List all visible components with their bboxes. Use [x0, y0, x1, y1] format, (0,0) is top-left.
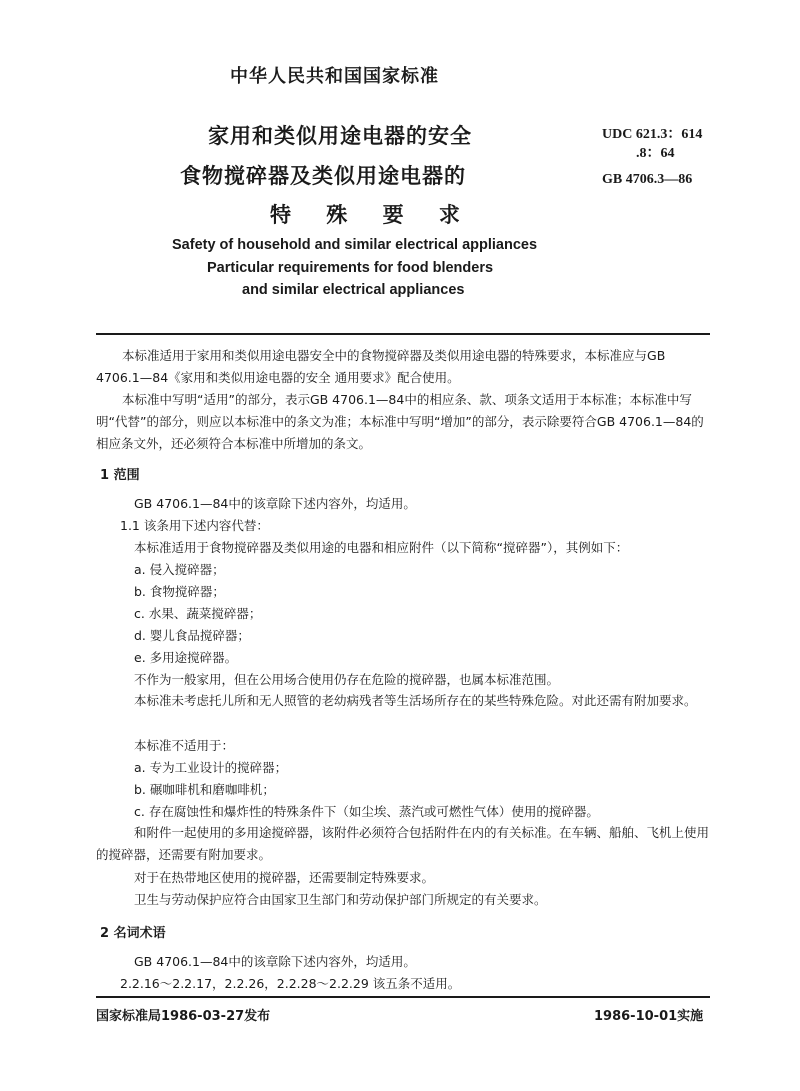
vehicle-paragraph: 和附件一起使用的多用途搅碎器，该附件必须符合包括附件在内的有关标准。在车辆、船舶、飞机上使用的搅碎器，还需要有附加要求。	[96, 825, 710, 862]
list-item-b: b. 食物搅碎器；	[134, 584, 225, 599]
intro-paragraph-1: 本标准适用于家用和类似用途电器安全中的食物搅碎器及类似用途电器的特殊要求，本标准应与GB 4706.1—84《家用和类似用途电器的安全 通用要求》配合使用。	[96, 348, 666, 385]
list-item-a: a. 侵入搅碎器；	[134, 562, 225, 577]
section-2-line: 2.2.16～2.2.17，2.2.26，2.2.28～2.2.29 该五条不适用。	[120, 976, 461, 991]
list-item-e: e. 多用途搅碎器。	[134, 650, 238, 665]
effective-date: 1986-10-01实施	[594, 1009, 704, 1024]
gb-code: GB 4706.3—86	[602, 172, 693, 187]
issue-date: 国家标准局1986-03-27发布	[96, 1009, 271, 1024]
udc-code-line-2: .8：64	[636, 146, 675, 161]
section-2-line: GB 4706.1—84中的该章除下述内容外，均适用。	[134, 954, 416, 969]
section-1-line: GB 4706.1—84中的该章除下述内容外，均适用。	[134, 496, 416, 511]
english-title-line-1: Safety of household and similar electrical appliances	[172, 237, 538, 253]
english-title-line-3: and similar electrical appliances	[242, 282, 465, 298]
clause-1-1: 1.1 该条用下述内容代替：	[120, 518, 269, 533]
english-title-line-2: Particular requirements for food blenders	[207, 260, 494, 276]
section-1-line: 本标准适用于食物搅碎器及类似用途的电器和相应附件（以下简称“搅碎器”），其例如下：	[134, 540, 629, 555]
exclusion-item-a: a. 专为工业设计的搅碎器；	[134, 760, 288, 775]
udc-code-line-1: UDC 621.3：614	[602, 127, 703, 142]
section-2-heading: 2 名词术语	[100, 926, 166, 941]
exclusion-item-b: b. 碾咖啡机和磨咖啡机；	[134, 782, 275, 797]
section-1-heading: 1 范围	[100, 468, 140, 483]
care-paragraph: 本标准未考虑托儿所和无人照管的老幼病残者等生活场所存在的某些特殊危险。对此还需有附加要求。	[134, 693, 697, 708]
section-1-line: 本标准不适用于：	[134, 738, 235, 753]
title-line-1: 家用和类似用途电器的安全	[208, 124, 472, 148]
footer-divider	[96, 996, 710, 998]
title-line-2: 食物搅碎器及类似用途电器的	[180, 164, 466, 188]
title-line-3: 特 殊 要 求	[270, 203, 474, 227]
header-divider	[96, 333, 710, 335]
intro-paragraph-2: 本标准中写明“适用”的部分，表示GB 4706.1—84中的相应条、款、项条文适用于本标准；本标准中写明“代替”的部分，则应以本标准中的条文为准；本标准中写明“增加”的部分，表示除要符合GB 4706.1—84的相应条文外，还必须符合本标准中所增加的条文。	[96, 392, 704, 451]
exclusion-item-c: c. 存在腐蚀性和爆炸性的特殊条件下（如尘埃、蒸汽或可燃性气体）使用的搅碎器。	[134, 804, 599, 819]
list-item-c: c. 水果、蔬菜搅碎器；	[134, 606, 262, 621]
section-1-line: 对于在热带地区使用的搅碎器，还需要制定特殊要求。	[134, 870, 435, 885]
section-1-line: 不作为一般家用，但在公用场合使用仍存在危险的搅碎器，也属本标准范围。	[134, 672, 560, 687]
list-item-d: d. 婴儿食品搅碎器；	[134, 628, 250, 643]
national-standard-label: 中华人民共和国国家标准	[230, 66, 439, 87]
section-1-line: 卫生与劳动保护应符合由国家卫生部门和劳动保护部门所规定的有关要求。	[134, 892, 547, 907]
